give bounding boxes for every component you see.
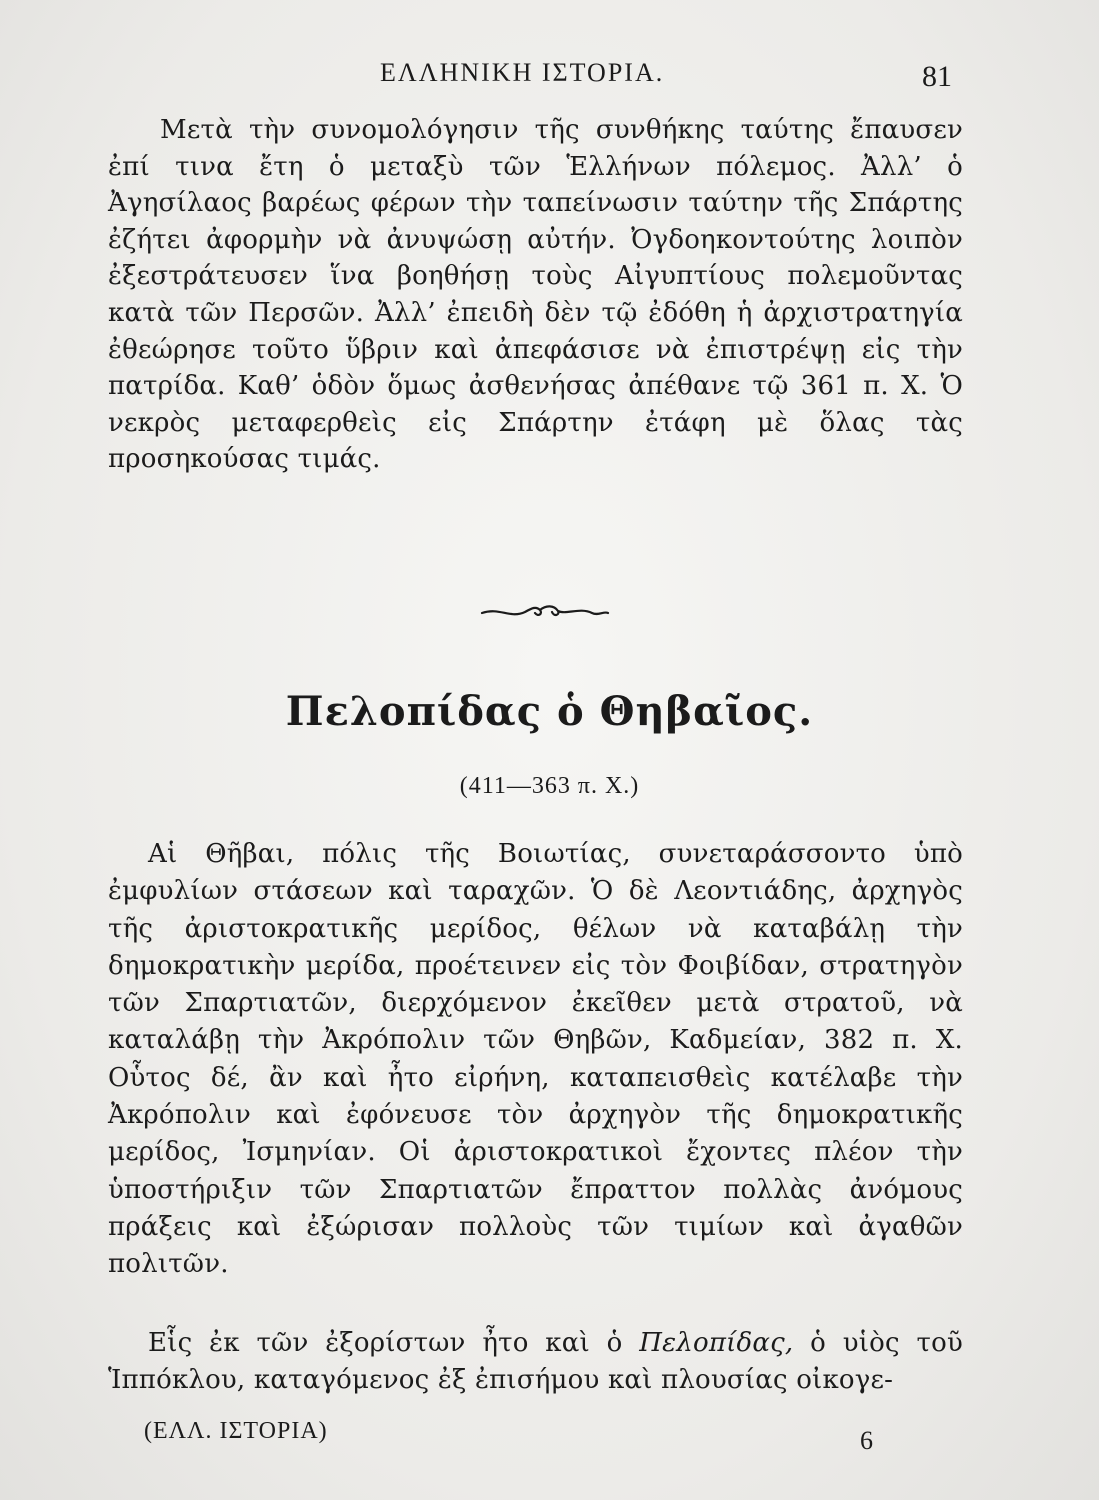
sheet-number: 6 (860, 1426, 873, 1455)
paragraph-pelopidas-start: Εἷς ἐκ τῶν ἐξορίστων ἦτο καὶ ὁ (148, 1328, 640, 1358)
paragraph-agesilaus: Μετὰ τὴν συνομολόγησιν τῆς συνθήκης ταύτης ἔπαυσεν ἐπί τινα ἔτη ὁ μεταξὺ τῶν Ἑλλήνων πόλεμος. Ἀλλ’ ὁ Ἀγησίλαος βαρέως φέρων τὴν ταπείνωσιν ταύτην τῆς Σπάρτης ἐζήτει ἀφορμὴν νὰ ἀνυψώσῃ αὐτήν. Ὀγδοηκοντούτης λοιπὸν ἐξεστράτευσεν ἵνα βοηθήσῃ τοὺς Αἰγυπτίους πολεμοῦντας κατὰ τῶν Περσῶν. Ἀλλ’ ἐπειδὴ δὲν τῷ ἐδόθη ἡ ἀρχιστρατηγία ἐθεώρησε τοῦτο ὕβριν καὶ ἀπεφάσισε νὰ ἐπιστρέψῃ εἰς τὴν πατρίδα. Καθ’ ὁδὸν ὅμως ἀσθενήσας ἀπέθανε τῷ 361 π. Χ. Ὁ νεκρὸς μεταφερθεὶς εἰς Σπάρτην ἐτάφη μὲ ὅλας τὰς προσηκούσας τιμάς. (108, 115, 963, 475)
running-title: ΕΛΛΗΝΙΚΗ ΙΣΤΟΡΙΑ. (380, 58, 665, 87)
section-dates: (411—363 π. Χ.) (459, 773, 640, 799)
page-number: 81 (922, 60, 952, 93)
ornament-divider (480, 597, 610, 627)
footer-signature: (ΕΛΛ. ΙΣΤΟΡΙΑ) (144, 1418, 328, 1444)
paragraph-pelopidas (108, 1325, 963, 1399)
pelopidas-name: Πελοπίδας, (639, 1328, 794, 1358)
paragraph-pelopidas-end: ὁ υἱὸς τοῦ Ἱππόκλου, καταγόμενος ἐξ ἐπισήμου καὶ πλουσίας οἰκογε- (108, 1328, 963, 1395)
paragraph-thebes: Αἱ Θῆβαι, πόλις τῆς Βοιωτίας, συνεταράσσοντο ὑπὸ ἐμφυλίων στάσεων καὶ ταραχῶν. Ὁ δὲ Λεοντιάδης, ἀρχηγὸς τῆς ἀριστοκρατικῆς μερίδος, θέλων νὰ καταβάλῃ τὴν δημοκρατικὴν μερίδα, προέτεινεν εἰς τὸν Φοιβίδαν, στρατηγὸν τῶν Σπαρτιατῶν, διερχόμενον ἐκεῖθεν μετὰ στρατοῦ, νὰ καταλάβῃ τὴν Ἀκρόπολιν τῶν Θηβῶν, Καδμείαν, 382 π. Χ. Οὗτος δέ, ἂν καὶ ἦτο εἰρήνη, καταπεισθεὶς κατέλαβε τὴν Ἀκρόπολιν καὶ ἐφόνευσε τὸν ἀρχηγὸν τῆς δημοκρατικῆς μερίδος, Ἰσμηνίαν. Οἱ ἀριστοκρατικοὶ ἔχοντες πλέον τὴν ὑποστήριξιν τῶν Σπαρτιατῶν ἔπραττον πολλὰς ἀνόμους πράξεις καὶ ἐξώρισαν πολλοὺς τῶν τιμίων καὶ ἀγαθῶν πολιτῶν. (108, 839, 963, 1280)
section-title: Πελοπίδας ὁ Θηβαῖος. (285, 688, 814, 735)
